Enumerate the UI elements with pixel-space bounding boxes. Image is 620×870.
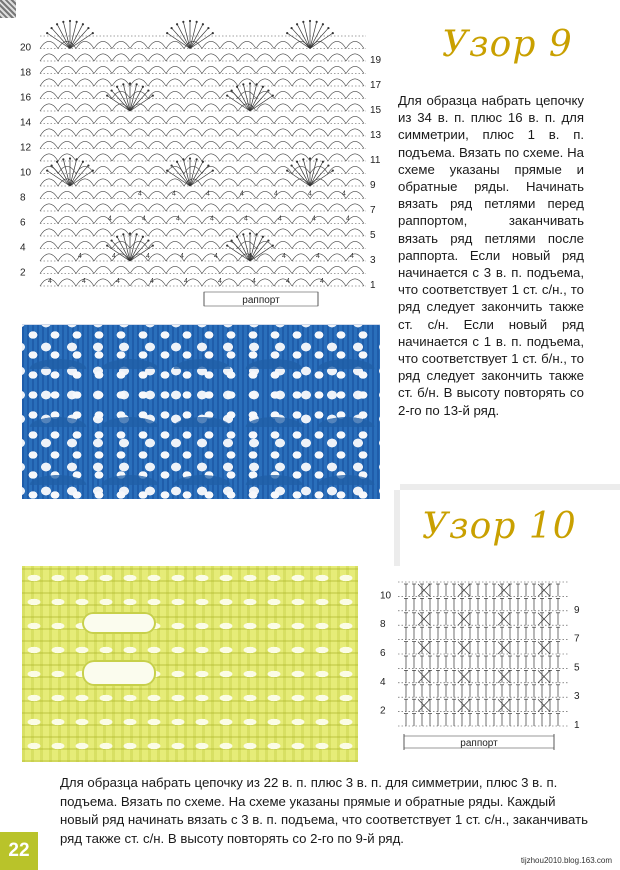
pattern9-row-number-left: 6 (20, 217, 26, 229)
page-number: 22 (0, 832, 38, 870)
pattern9-row-number-left: 10 (20, 167, 32, 179)
pattern9-row-number-right: 1 (370, 280, 376, 291)
chart-symbol-4: 4 (142, 215, 146, 223)
chart-symbol-4: 4 (138, 190, 142, 198)
chart-symbol-4: 4 (286, 277, 290, 285)
pattern9-row-number-right: 19 (370, 55, 382, 66)
pattern10-row-number-right: 9 (574, 604, 580, 616)
pattern9-row-number-left: 12 (20, 142, 32, 154)
chart-symbol-4: 4 (176, 215, 180, 223)
chart-symbol-4: 4 (214, 252, 218, 260)
chart-symbol-4: 4 (252, 277, 256, 285)
pattern9-row-number-right: 9 (370, 180, 376, 191)
pattern10-title: Узор 10 (422, 506, 577, 547)
pattern9-swatch-photo (22, 324, 380, 499)
chart-symbol-4: 4 (218, 277, 222, 285)
chart-symbol-4: 4 (146, 252, 150, 260)
chart-symbol-4: 4 (350, 252, 354, 260)
pattern9-chart (18, 28, 382, 318)
pattern10-chart (378, 574, 590, 762)
pattern9-row-number-left: 14 (20, 117, 32, 129)
pattern9-title: Узор 9 (442, 24, 573, 65)
chart-symbol-4: 4 (320, 277, 324, 285)
pattern10-row-number-right: 7 (574, 633, 580, 645)
chart-symbol-4: 4 (184, 277, 188, 285)
chart-symbol-4: 4 (282, 252, 286, 260)
chart-symbol-4: 4 (316, 252, 320, 260)
pattern10-row-number-left: 6 (380, 648, 386, 659)
chart-symbol-4: 4 (172, 190, 176, 198)
chart-symbol-4: 4 (274, 190, 278, 198)
pattern10-row-number-left: 2 (380, 705, 386, 717)
pattern10-row-number-left: 10 (380, 590, 392, 602)
chart-symbol-4: 4 (210, 215, 214, 223)
pattern9-description: Для образца набрать цепочку из 34 в. п. плюс 16 в. п. для симметрии, плюс 1 в. п. подъема. Вязать по схеме. На схеме указаны прямые и обратные ряды. Начинать вязать ряд петлями перед раппортом, заканчивать вязать ряд петлями после раппорта. Если новый ряд начинается с 3 в. п. подъема, что соответствует 1 ст. с/н., то ряд следует закончить также ст. с/н. Если новый ряд начинается с 1 в. п. подъема, что соответствует 1 ст. б/н., то ряд следует закончить также ст. б/н. В высоту повторять со 2-го по 13-й ряд. (398, 93, 584, 418)
chart-symbol-4: 4 (78, 252, 82, 260)
chart-symbol-4: 4 (82, 277, 86, 285)
chart-symbol-4: 4 (342, 190, 346, 198)
chart-symbol-4: 4 (48, 277, 52, 285)
pattern9-row-number-left: 2 (20, 267, 26, 279)
pattern9-row-number-right: 17 (370, 80, 382, 91)
chart-symbol-4: 4 (180, 252, 184, 260)
chart-symbol-4: 4 (308, 190, 312, 198)
pattern9-row-number-left: 20 (20, 42, 32, 54)
chart-symbol-4: 4 (240, 190, 244, 198)
pattern9-row-number-right: 11 (370, 155, 381, 166)
corner-ornament (0, 0, 16, 18)
pattern10-swatch-photo (22, 566, 358, 762)
pattern10-row-number-right: 3 (574, 691, 580, 703)
chart-symbol-4: 4 (112, 252, 116, 260)
chart-symbol-4: 4 (278, 215, 282, 223)
pattern10-row-number-left: 4 (380, 676, 386, 688)
chart-symbol-4: 4 (248, 252, 252, 260)
pattern10-row-number-right: 1 (574, 720, 580, 731)
chart-symbol-4: 4 (150, 277, 154, 285)
chart-symbol-4: 4 (312, 215, 316, 223)
chart-symbol-4: 4 (116, 277, 120, 285)
pattern9-row-number-left: 16 (20, 92, 32, 104)
chart-symbol-4: 4 (108, 215, 112, 223)
chart-symbol-4: 4 (244, 215, 248, 223)
pattern9-row-number-left: 18 (20, 67, 32, 79)
pattern9-row-number-right: 13 (370, 130, 382, 141)
chart-symbol-4: 4 (346, 215, 350, 223)
pattern9-row-number-right: 3 (370, 255, 376, 266)
pattern9-repeat-label: раппорт (242, 295, 280, 306)
pattern9-row-number-right: 15 (370, 105, 382, 116)
pattern10-description: Для образца набрать цепочку из 22 в. п. плюс 3 в. п. для симметрии, плюс 3 в. п. подъема. Вязать по схеме. На схеме указаны прямые и обратные ряды. Каждый новый ряд начинать вязать с 3 в. п. подъема, что соответствует 1 ст. с/н., заканчивать ряд также ст. с/н. В высоту повторять со 2-го по 9-й ряд. (60, 775, 588, 846)
pattern10-row-number-right: 5 (574, 662, 580, 674)
footer-url: tijzhou2010.blog.163.com (520, 856, 612, 865)
pattern9-row-number-left: 8 (20, 192, 26, 204)
chart-symbol-4: 4 (206, 190, 210, 198)
pattern9-row-number-left: 4 (20, 242, 26, 254)
pattern9-row-number-right: 7 (370, 205, 376, 216)
pattern10-repeat-label: раппорт (460, 738, 498, 749)
pattern10-row-number-left: 8 (380, 619, 386, 631)
pattern9-row-number-right: 5 (370, 230, 376, 241)
